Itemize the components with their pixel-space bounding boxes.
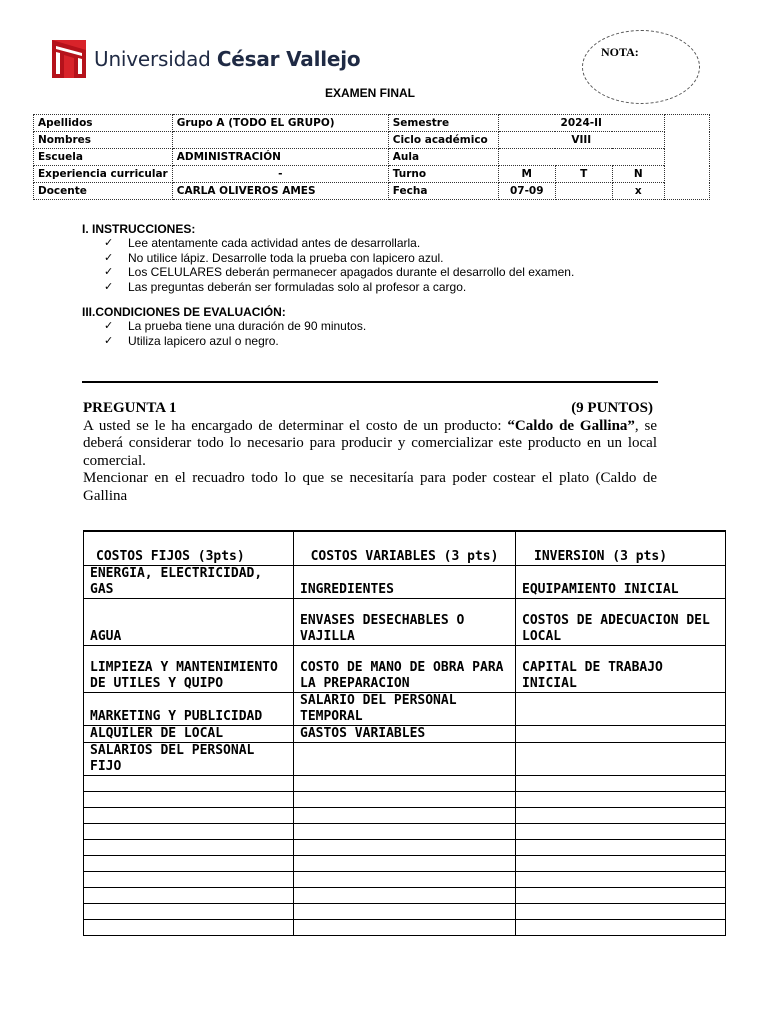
info-row — [34, 115, 710, 132]
instrucciones-list — [82, 236, 574, 294]
table-row — [84, 824, 726, 840]
info-extra-cell — [664, 115, 709, 200]
semestre-value[interactable]: 2024-II — [498, 115, 664, 132]
university-logo — [52, 40, 360, 78]
table-row — [84, 840, 726, 856]
costo-variable-cell[interactable] — [294, 888, 516, 904]
checkmark-icon: ✓ — [104, 251, 114, 264]
list-item: ✓ No utilice lápiz. Desarrolle toda la prueba con lapicero azul. — [104, 250, 444, 265]
semestre-label: Semestre — [388, 115, 498, 132]
inversion-cell[interactable] — [516, 693, 726, 726]
turno-t[interactable]: T — [555, 166, 612, 183]
costo-fijo-cell[interactable] — [84, 920, 294, 936]
fecha-value[interactable]: 07-09 — [498, 183, 555, 200]
turno-label: Turno — [388, 166, 498, 183]
table-row — [84, 856, 726, 872]
experiencia-value[interactable]: - — [172, 166, 388, 183]
checkmark-icon: ✓ — [104, 280, 114, 293]
inversion-cell[interactable] — [516, 808, 726, 824]
costo-variable-cell[interactable]: COSTO DE MANO DE OBRA PARA LA PREPARACION — [294, 646, 516, 693]
inversion-cell[interactable] — [516, 872, 726, 888]
inversion-cell[interactable] — [516, 888, 726, 904]
costo-variable-cell[interactable] — [294, 904, 516, 920]
inversion-cell[interactable]: EQUIPAMIENTO INICIAL — [516, 566, 726, 599]
list-item: ✓ La prueba tiene una duración de 90 minutos. — [104, 319, 367, 333]
ciclo-label: Ciclo académico — [388, 132, 498, 149]
inversion-cell[interactable] — [516, 856, 726, 872]
table-row — [84, 920, 726, 936]
fecha-mark[interactable]: x — [612, 183, 664, 200]
info-row — [34, 132, 710, 149]
pregunta-points: (9 PUNTOS) — [571, 400, 653, 416]
info-row — [34, 166, 710, 183]
checkmark-icon: ✓ — [104, 266, 114, 278]
checkmark-icon: ✓ — [104, 334, 114, 347]
aula-value[interactable] — [498, 149, 664, 166]
pregunta-instruction: Mencionar en el recuadro todo lo que se necesitaría para poder costear el plato (Caldo de Gallina — [83, 470, 657, 504]
inversion-cell[interactable] — [516, 840, 726, 856]
inversion-cell[interactable]: CAPITAL DE TRABAJO INICIAL — [516, 646, 726, 693]
info-row — [34, 183, 710, 200]
table-row — [84, 792, 726, 808]
costo-fijo-cell[interactable] — [84, 888, 294, 904]
table-row — [84, 646, 726, 693]
costo-fijo-cell[interactable]: ENERGIA, ELECTRICIDAD, GAS — [84, 566, 294, 599]
costo-fijo-cell[interactable] — [84, 776, 294, 792]
costo-fijo-cell[interactable] — [84, 792, 294, 808]
fecha-blank[interactable] — [555, 183, 612, 200]
costo-fijo-cell[interactable] — [84, 808, 294, 824]
table-row — [84, 888, 726, 904]
condiciones-section — [82, 305, 366, 348]
condiciones-list — [82, 319, 366, 348]
costo-fijo-cell[interactable] — [84, 856, 294, 872]
costos-variables-header: COSTOS VARIABLES (3 pts) — [294, 531, 516, 566]
fecha-label: Fecha — [388, 183, 498, 200]
experiencia-label: Experiencia curricular — [34, 166, 173, 183]
inversion-cell[interactable]: COSTOS DE ADECUACION DEL LOCAL — [516, 599, 726, 646]
list-item: ✓ Utiliza lapicero azul o negro. — [104, 333, 279, 348]
costo-fijo-cell[interactable] — [84, 872, 294, 888]
inversion-cell[interactable] — [516, 743, 726, 776]
costo-fijo-cell[interactable] — [84, 824, 294, 840]
inversion-cell[interactable] — [516, 824, 726, 840]
university-name: Universidad César Vallejo — [94, 47, 361, 71]
costo-fijo-cell[interactable] — [84, 904, 294, 920]
table-row — [84, 808, 726, 824]
apellidos-value[interactable]: Grupo A (TODO EL GRUPO) — [172, 115, 388, 132]
inversion-cell[interactable] — [516, 792, 726, 808]
inversion-header: INVERSION (3 pts) — [516, 531, 726, 566]
list-item: ✓ Las preguntas deberán ser formuladas solo al profesor a cargo. — [104, 279, 467, 294]
nombres-value[interactable] — [172, 132, 388, 149]
costo-variable-cell[interactable] — [294, 920, 516, 936]
checkmark-icon: ✓ — [104, 320, 114, 332]
costo-variable-cell[interactable] — [294, 872, 516, 888]
costos-fijos-header: COSTOS FIJOS (3pts) — [84, 531, 294, 566]
table-row — [84, 872, 726, 888]
costo-variable-cell[interactable] — [294, 856, 516, 872]
costo-variable-cell[interactable] — [294, 776, 516, 792]
escuela-value[interactable]: ADMINISTRACIÓN — [172, 149, 388, 166]
pregunta-block — [83, 400, 657, 505]
costs-table — [83, 530, 726, 936]
table-row — [84, 566, 726, 599]
pregunta-paragraph: A usted se le ha encargado de determinar el costo de un producto: “Caldo de Gallina”, se deberá considerar todo lo necesario para producir y comercializar este producto en un local comercial. — [83, 417, 657, 469]
costo-variable-cell[interactable] — [294, 743, 516, 776]
costo-variable-cell[interactable]: INGREDIENTES — [294, 566, 516, 599]
costo-variable-cell[interactable]: GASTOS VARIABLES — [294, 726, 516, 743]
checkmark-icon: ✓ — [104, 237, 114, 249]
docente-value[interactable]: CARLA OLIVEROS AMES — [172, 183, 388, 200]
costo-variable-cell[interactable] — [294, 792, 516, 808]
costo-fijo-cell[interactable] — [84, 840, 294, 856]
inversion-cell[interactable] — [516, 904, 726, 920]
costo-variable-cell[interactable]: ENVASES DESECHABLES O VAJILLA — [294, 599, 516, 646]
list-item: ✓ Los CELULARES deberán permanecer apagados durante el desarrollo del examen. — [104, 265, 575, 279]
info-row — [34, 149, 710, 166]
costo-variable-cell[interactable] — [294, 808, 516, 824]
costs-header-row — [84, 531, 726, 566]
costo-fijo-cell[interactable]: AGUA — [84, 599, 294, 646]
turno-m[interactable]: M — [498, 166, 555, 183]
inversion-cell[interactable] — [516, 920, 726, 936]
escuela-label: Escuela — [34, 149, 173, 166]
pregunta-title: PREGUNTA 1 — [83, 400, 177, 416]
inversion-cell[interactable] — [516, 776, 726, 792]
table-row — [84, 904, 726, 920]
table-row — [84, 743, 726, 776]
costo-variable-cell[interactable]: SALARIO DEL PERSONAL TEMPORAL — [294, 693, 516, 726]
table-row — [84, 726, 726, 743]
list-item: ✓ Lee atentamente cada actividad antes de desarrollarla. — [104, 236, 421, 250]
ciclo-value[interactable]: VIII — [498, 132, 664, 149]
costo-variable-cell[interactable] — [294, 840, 516, 856]
condiciones-heading: III.CONDICIONES DE EVALUACIÓN: — [82, 305, 286, 319]
pregunta-header — [83, 400, 657, 418]
table-row — [84, 693, 726, 726]
aula-label: Aula — [388, 149, 498, 166]
costo-fijo-cell[interactable]: LIMPIEZA Y MANTENIMIENTO DE UTILES Y QUIPO — [84, 646, 294, 693]
instrucciones-section — [82, 222, 574, 294]
apellidos-label: Apellidos — [34, 115, 173, 132]
costo-fijo-cell[interactable]: MARKETING Y PUBLICIDAD — [84, 693, 294, 726]
exam-title: EXAMEN FINAL — [325, 86, 415, 100]
table-row — [84, 776, 726, 792]
instrucciones-heading: I. INSTRUCCIONES: — [82, 222, 196, 236]
ucv-logo-icon — [52, 40, 86, 78]
costo-fijo-cell[interactable]: ALQUILER DE LOCAL — [84, 726, 294, 743]
costo-variable-cell[interactable] — [294, 824, 516, 840]
nombres-label: Nombres — [34, 132, 173, 149]
student-info-table — [33, 114, 710, 200]
docente-label: Docente — [34, 183, 173, 200]
costo-fijo-cell[interactable]: SALARIOS DEL PERSONAL FIJO — [84, 743, 294, 776]
nota-label: NOTA: — [601, 45, 639, 59]
inversion-cell[interactable] — [516, 726, 726, 743]
section-divider — [82, 381, 658, 383]
turno-n[interactable]: N — [612, 166, 664, 183]
table-row — [84, 599, 726, 646]
